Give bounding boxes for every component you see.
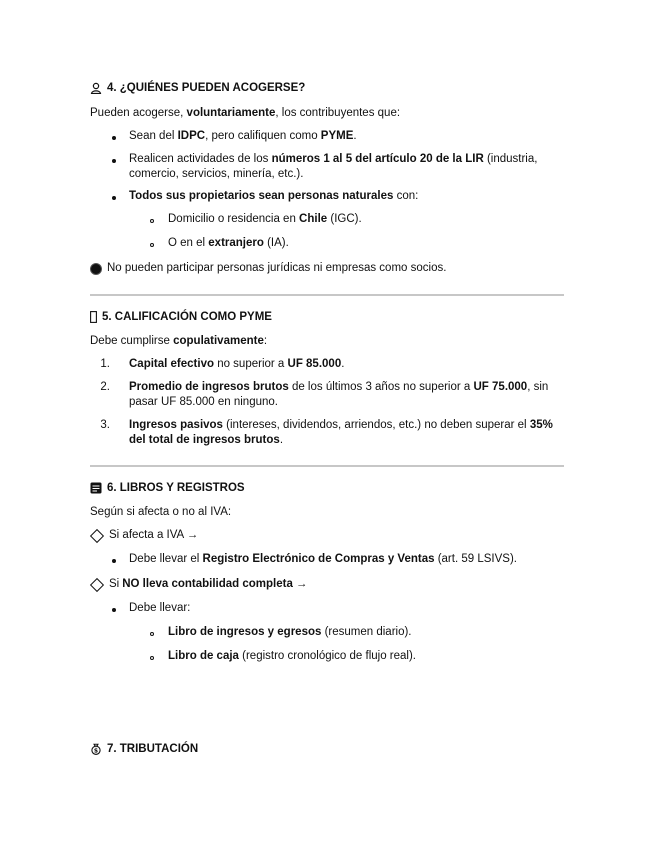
sub-bullet xyxy=(150,219,154,223)
s6-sub-2: Libro de caja (registro cronológico de flujo real). xyxy=(168,650,416,662)
s6-condition-1: Si afecta a IVA → xyxy=(90,528,198,543)
s4-note: No pueden participar personas jurídicas ni empresas como socios. xyxy=(90,261,446,276)
s4-item-2: Realicen actividades de los números 1 al 5 del artículo 20 de la LIR (industria, xyxy=(129,153,538,165)
bullet xyxy=(112,136,116,140)
divider xyxy=(90,465,564,467)
person-icon xyxy=(90,82,102,94)
diamond-icon xyxy=(90,528,104,542)
diamond-icon xyxy=(90,577,104,591)
section-4-heading xyxy=(90,82,305,94)
s4-sub-2: O en el extranjero (IA). xyxy=(168,237,289,249)
list-number: 3. xyxy=(100,419,110,431)
svg-text:$: $ xyxy=(93,747,99,755)
list-number: 1. xyxy=(100,358,110,370)
s6-item-2: Debe llevar: xyxy=(129,602,191,614)
s5-item-3: Ingresos pasivos (intereses, dividendos, arriendos, etc.) no deben superar el 35% xyxy=(129,419,553,431)
sub-bullet xyxy=(150,632,154,636)
s4-item-1: Sean del IDPC, pero califiquen como PYME. xyxy=(129,130,357,142)
section-7-heading xyxy=(90,743,198,755)
ledger-icon xyxy=(90,482,102,494)
s6-sub-1: Libro de ingresos y egresos (resumen diario). xyxy=(168,626,412,638)
section-5-heading xyxy=(90,311,272,323)
bullet xyxy=(112,159,116,163)
s4-intro: Pueden acogerse, voluntariamente, los contribuyentes que: xyxy=(90,107,401,119)
section-6-heading xyxy=(90,482,245,494)
s6-condition-2: Si NO lleva contabilidad completa → xyxy=(90,577,307,592)
divider xyxy=(90,294,564,296)
s4-item-2-cont: comercio, servicios, minería, etc.). xyxy=(129,168,304,180)
s4-sub-1: Domicilio o residencia en Chile (IGC). xyxy=(168,213,362,225)
section-4-title: 4. ¿QUIÉNES PUEDEN ACOGERSE? xyxy=(107,82,306,94)
section-5-title: 5. CALIFICACIÓN COMO PYME xyxy=(102,311,272,323)
list-number: 2. xyxy=(100,381,110,393)
s6-intro: Según si afecta o no al IVA: xyxy=(90,506,232,518)
s6-item-1: Debe llevar el Registro Electrónico de Compras y Ventas (art. 59 LSIVS). xyxy=(129,553,517,565)
s4-item-3: Todos sus propietarios sean personas naturales con: xyxy=(129,190,419,202)
section-6-title: 6. LIBROS Y REGISTROS xyxy=(107,482,245,494)
bullet xyxy=(112,608,116,612)
section-7-title: 7. TRIBUTACIÓN xyxy=(107,743,199,755)
money-bag-icon xyxy=(90,743,102,755)
sub-bullet xyxy=(150,243,154,247)
bullet xyxy=(112,196,116,200)
s5-item-2: Promedio de ingresos brutos de los últimos 3 años no superior a UF 75.000, sin xyxy=(129,381,549,393)
s5-intro: Debe cumplirse copulativamente: xyxy=(90,335,268,347)
s5-item-1: Capital efectivo no superior a UF 85.000. xyxy=(129,358,345,370)
sub-bullet xyxy=(150,656,154,660)
bullet xyxy=(112,559,116,563)
s5-item-2-cont: pasar UF 85.000 en ninguno. xyxy=(129,396,278,408)
record-icon xyxy=(90,263,102,275)
box-icon xyxy=(90,311,97,323)
s5-item-3-cont: del total de ingresos brutos. xyxy=(129,434,284,446)
